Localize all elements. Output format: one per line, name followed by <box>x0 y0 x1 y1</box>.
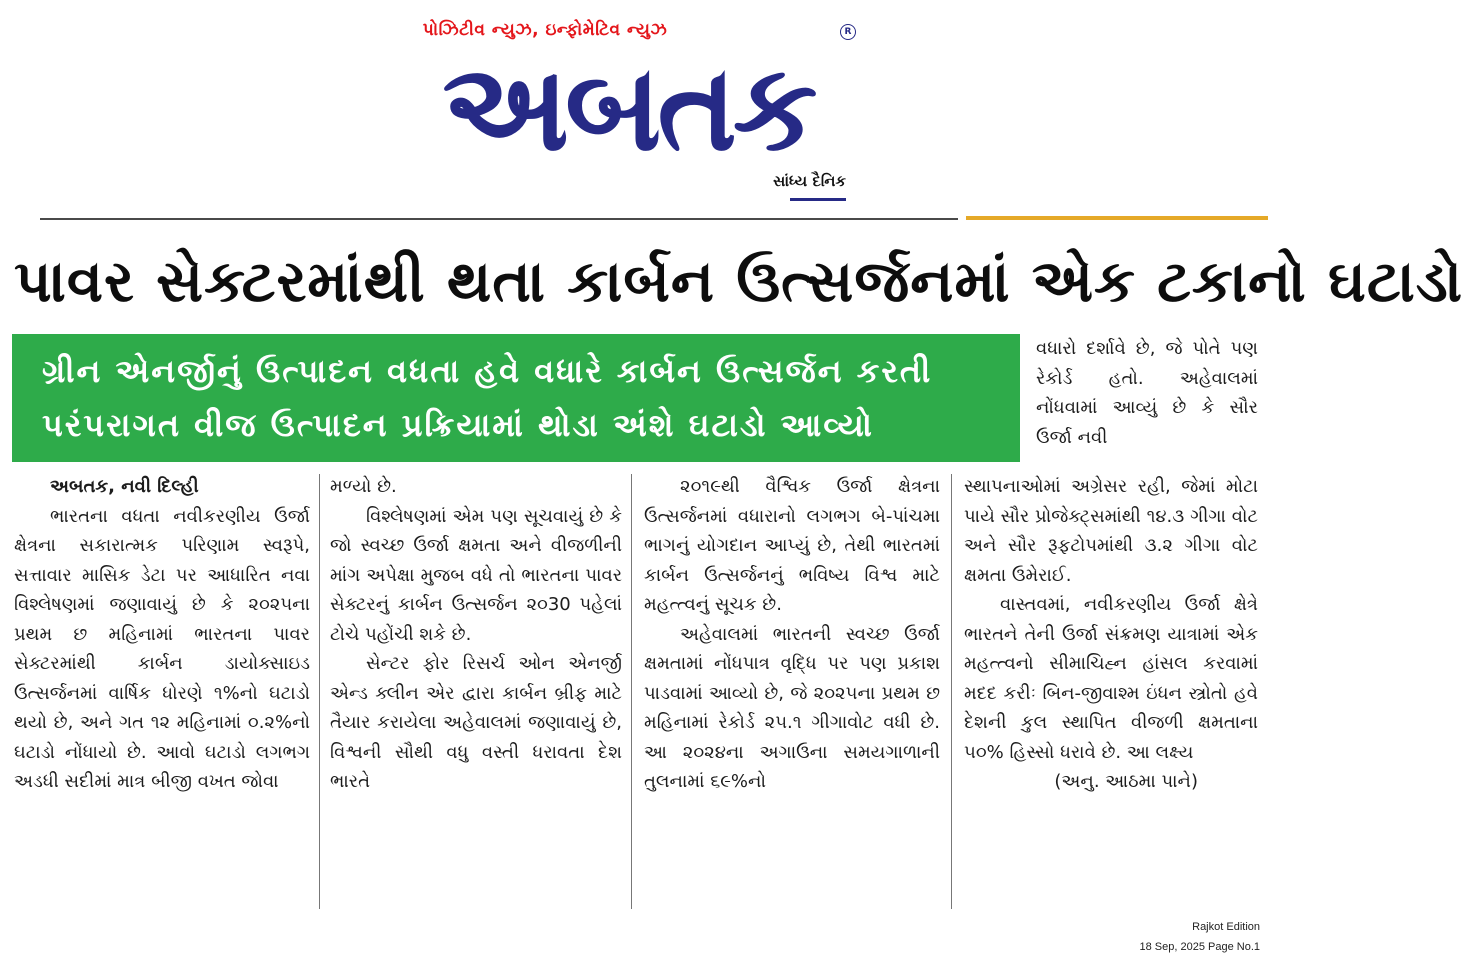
column-4-paragraph-1: સ્થાપનાઓમાં અગ્રેસર રહી, જેમાં મોટા પાયે સૌર પ્રોજેક્ટ્સમાંથી ૧૪.૩ ગીગા વોટ અને સૌર રૂફટોપમાંથી ૩.૨ ગીગા વોટ ક્ષમતા ઉમેરાઈ. <box>964 476 1258 586</box>
column-divider <box>319 474 320 909</box>
headline: પાવર સેક્ટરમાંથી થતા કાર્બન ઉત્સર્જનમાં એક ટકાનો ઘટાડો <box>14 247 1463 315</box>
edition-date-page: 18 Sep, 2025 Page No.1 <box>1139 941 1260 953</box>
column-4-paragraph-2: વાસ્તવમાં, નવીકરણીય ઉર્જા ક્ષેત્રે ભારતને તેની ઉર્જા સંક્રમણ યાત્રામાં એક મહત્ત્વનો સીમાચિહ્ન હાંસલ કરવામાં મદદ કરીઃ બિન-જીવાશ્મ ઇંધન સ્ત્રોતો હવે દેશની કુલ સ્થાપિત વીજળી ક્ષમતાના ૫૦% હિસ્સો ધરાવે છે. આ લક્ષ્ય <box>964 594 1258 763</box>
subheadline-line-2: પરંપરાગત વીજ ઉત્પાદન પ્રક્રિયામાં થોડા અંશે ઘટાડો આવ્યો <box>42 406 874 444</box>
masthead-tagline: પોઝિટીવ ન્યુઝ, ઇન્ફોમેટિવ ન્યુઝ <box>422 20 668 40</box>
continued-note: (અનુ. આઠમા પાને) <box>1054 771 1198 792</box>
subtitle-underline <box>790 198 846 201</box>
article-column-3 <box>644 472 940 912</box>
column-2-paragraph-1: મળ્યો છે. <box>330 476 397 497</box>
header-accent-rule <box>966 216 1268 220</box>
column-2-paragraph-3: સેન્ટર ફોર રિસર્ચ ઓન એનર્જી એન્ડ ક્લીન એર દ્વારા કાર્બન બ્રીફ માટે તૈયાર કરાયેલા અહેવાલમાં જણાવાયું છે, વિશ્વની સૌથી વધુ વસ્તી ધરાવતા દેશ ભારતે <box>330 653 622 792</box>
column-1-paragraph: ભારતના વધતા નવીકરણીય ઉર્જા ક્ષેત્રના સકારાત્મક પરિણામ સ્વરૂપે, સત્તાવાર માસિક ડેટા પર આધારિત નવા વિશ્લેષણમાં જણાવાયું છે કે ૨૦૨૫ના પ્રથમ છ મહિનામાં ભારતના પાવર સેક્ટરમાંથી કાર્બન ડાયોક્સાઇડ ઉત્સર્જનમાં વાર્ષિક ધોરણે ૧%નો ઘટાડો થયો છે, અને ગત ૧૨ મહિનામાં ૦.૨%નો ઘટાડો નોંધાયો છે. આવો ઘટાડો લગભગ અડધી સદીમાં માત્ર બીજી વખત જોવા <box>14 505 310 792</box>
article-column-1 <box>14 472 310 912</box>
article-column-4 <box>964 472 1258 912</box>
edition-info <box>1100 917 1260 957</box>
header-rule <box>40 218 958 220</box>
masthead-logo: અબતક <box>442 39 814 178</box>
registered-mark-icon: R <box>840 24 856 40</box>
column-2-paragraph-2: વિશ્લેષણમાં એમ પણ સૂચવાયું છે કે જો સ્વચ્છ ઉર્જા ક્ષમતા અને વીજળીની માંગ અપેક્ષા મુજબ વધે તો ભારતના પાવર સેક્ટરનું કાર્બન ઉત્સર્જન ૨૦30 પહેલાં ટોચે પહોંચી શકે છે. <box>330 505 622 645</box>
column-divider <box>951 474 952 909</box>
subheadline-line-1: ગ્રીન એનર્જીનું ઉત્પાદન વધતા હવે વધારે કાર્બન ઉત્સર્જન કરતી <box>42 352 933 390</box>
edition-name: Rajkot Edition <box>1192 921 1260 933</box>
dateline: અબતક, નવી દિલ્હી <box>50 476 199 497</box>
column-3-paragraph-1: ૨૦૧૯થી વૈશ્વિક ઉર્જા ક્ષેત્રના ઉત્સર્જનમાં વધારાનો લગભગ બે-પાંચમા ભાગનું યોગદાન આપ્યું છે, તેથી ભારતમાં કાર્બન ઉત્સર્જનનું ભવિષ્ય વિશ્વ માટે મહત્ત્વનું સૂચક છે. <box>644 476 940 615</box>
article-column-2 <box>330 472 622 912</box>
article-column-4-top <box>1036 334 1258 468</box>
column-3-paragraph-2: અહેવાલમાં ભારતની સ્વચ્છ ઉર્જા ક્ષમતામાં નોંધપાત્ર વૃદ્ધિ પર પણ પ્રકાશ પાડવામાં આવ્યો છે, જે ૨૦૨૫ના પ્રથમ છ મહિનામાં રેકોર્ડ ૨૫.૧ ગીગાવોટ વધી છે. આ ૨૦૨૪ના અગાઉના સમયગાળાની તુલનામાં ૬૯%નો <box>644 623 940 792</box>
column-4-top-paragraph: વધારો દર્શાવે છે, જે પોતે પણ રેકોર્ડ હતો. અહેવાલમાં નોંધવામાં આવ્યું છે કે સૌર ઉર્જા નવી <box>1036 338 1258 448</box>
column-divider <box>631 474 632 909</box>
subheadline-box <box>12 334 1020 462</box>
masthead-subtitle: સાંધ્ય દૈનિક <box>773 172 846 190</box>
